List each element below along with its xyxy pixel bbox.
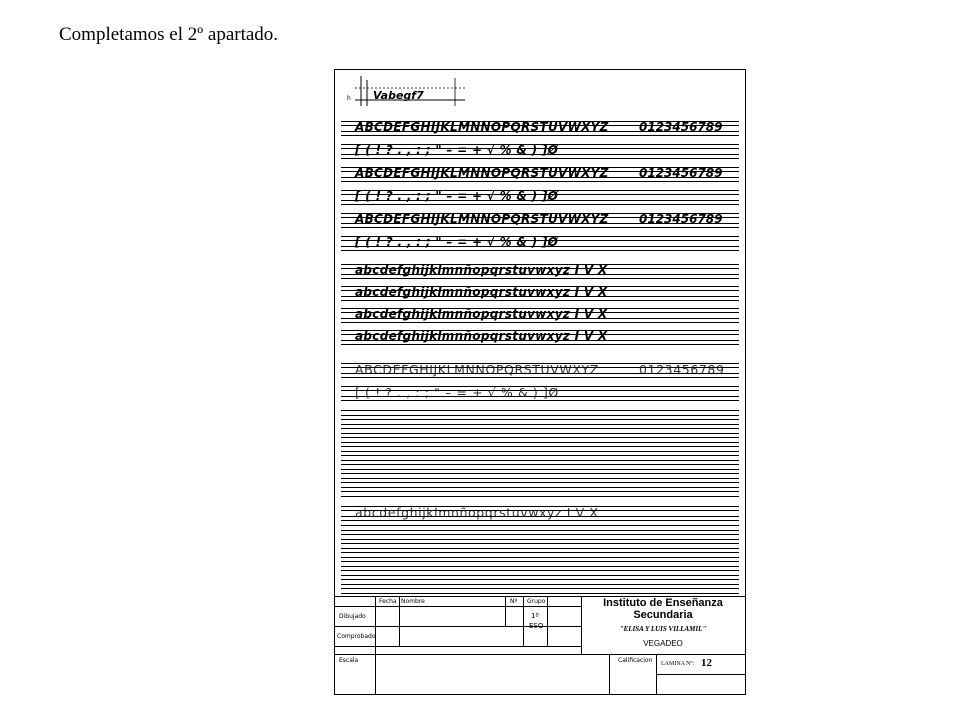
- ruled-line: [341, 308, 739, 309]
- ruled-line: [341, 464, 739, 465]
- label-fecha: Fecha: [379, 598, 397, 605]
- ruled-line: [341, 579, 739, 580]
- lower-row-4: abcdefghijklmnñopqrstuvwxyz I V X: [355, 329, 608, 343]
- ruled-line: [341, 213, 739, 214]
- grupo-course: 1º: [531, 612, 539, 620]
- ruled-line: [341, 516, 739, 517]
- ruled-line: [341, 410, 739, 411]
- label-lamina: LAMINA Nº:: [661, 661, 695, 667]
- ruled-line: [341, 223, 739, 224]
- grupo-level: ESO: [529, 622, 544, 630]
- ruled-line: [341, 487, 739, 488]
- ruled-line: [341, 530, 739, 531]
- ruled-line: [341, 469, 739, 470]
- ruled-line: [341, 373, 739, 374]
- ruled-line: [341, 442, 739, 443]
- ruled-line: [341, 274, 739, 275]
- ruled-line: [341, 246, 739, 247]
- upper-row-2: ABCDEFGHIJKLMNNOPQRSTUVWXYZ: [355, 166, 609, 180]
- thin-digits-row: 0123456789: [639, 362, 725, 377]
- label-no: Nº: [510, 598, 518, 605]
- ruled-line: [341, 135, 739, 136]
- ruled-line: [341, 419, 739, 420]
- ruled-line: [341, 400, 739, 401]
- title-block: [335, 596, 745, 694]
- ruled-line: [341, 363, 739, 364]
- ruled-line: [341, 227, 739, 228]
- school-name: "ELISA Y LUIS VILLAMIL": [619, 625, 707, 633]
- ruled-line: [341, 167, 739, 168]
- ruled-line: [341, 539, 739, 540]
- ruled-line: [341, 552, 739, 553]
- ruled-line: [341, 190, 739, 191]
- symbols-row-2: [ ( ! ? . , : ; " – = + √ % & ) ]Ø: [355, 189, 559, 203]
- thin-symbols-row: [ ( ! ? . , : ; " – = + √ % & ) ]Ø: [355, 385, 559, 400]
- ruled-line: [341, 148, 739, 149]
- ruled-line: [341, 588, 739, 589]
- ruled-line: [341, 446, 739, 447]
- page-caption: Completamos el 2º apartado.: [59, 24, 279, 45]
- ruled-line: [341, 171, 739, 172]
- ruled-line: [341, 482, 739, 483]
- guide-text: Vabegf7: [373, 89, 424, 102]
- ruled-line: [341, 322, 739, 323]
- ruled-line: [341, 121, 739, 122]
- ruled-line: [341, 455, 739, 456]
- ruled-line: [341, 390, 739, 391]
- ruled-line: [341, 575, 739, 576]
- lower-row-2: abcdefghijklmnñopqrstuvwxyz I V X: [355, 285, 608, 299]
- ruled-line: [341, 557, 739, 558]
- ruled-line: [341, 496, 739, 497]
- ruled-line: [341, 506, 739, 507]
- digits-row-2: 0123456789: [639, 166, 723, 180]
- ruled-line: [341, 510, 739, 511]
- ruled-line: [341, 250, 739, 251]
- upper-row-1: ABCDEFGHIJKLMNNOPQRSTUVWXYZ: [355, 120, 609, 134]
- ruled-lines: [341, 70, 739, 597]
- ruled-line: [341, 367, 739, 368]
- upper-row-3: ABCDEFGHIJKLMNNOPQRSTUVWXYZ: [355, 212, 609, 226]
- ruled-line: [341, 543, 739, 544]
- ruled-line: [341, 593, 739, 594]
- ruled-line: [341, 200, 739, 201]
- label-nombre: Nombre: [401, 598, 425, 605]
- lower-row-3: abcdefghijklmnñopqrstuvwxyz I V X: [355, 307, 608, 321]
- ruled-line: [341, 534, 739, 535]
- ruled-line: [341, 154, 739, 155]
- ruled-line: [341, 377, 739, 378]
- ruled-line: [341, 566, 739, 567]
- ruled-line: [341, 525, 739, 526]
- ruled-line: [341, 290, 739, 291]
- thin-lower-row: abcdefghijklmnñopqrstuvwxyz I V X: [355, 505, 599, 520]
- ruled-line: [341, 286, 739, 287]
- ruled-line: [341, 584, 739, 585]
- label-escala: Escala: [339, 657, 359, 664]
- ruled-line: [341, 278, 739, 279]
- ruled-line: [341, 424, 739, 425]
- drawing-sheet: [334, 69, 746, 695]
- label-calificacion: Calificacion: [618, 657, 653, 664]
- label-grupo: Grupo: [527, 598, 546, 605]
- ruled-line: [341, 181, 739, 182]
- ruled-line: [341, 330, 739, 331]
- ruled-line: [341, 340, 739, 341]
- symbols-row-3: [ ( ! ? . , : ; " – = + √ % & ) ]Ø: [355, 235, 559, 249]
- ruled-line: [341, 561, 739, 562]
- ruled-line: [341, 428, 739, 429]
- label-comprobado: Comprobado: [337, 633, 376, 640]
- ruled-line: [341, 437, 739, 438]
- ruled-line: [341, 433, 739, 434]
- ruled-line: [341, 473, 739, 474]
- ruled-line: [341, 386, 739, 387]
- ruled-line: [341, 318, 739, 319]
- ruled-line: [341, 570, 739, 571]
- ruled-line: [341, 548, 739, 549]
- ruled-line: [341, 264, 739, 265]
- institute-line-1: Instituto de Enseñanza: [603, 597, 723, 609]
- ruled-line: [341, 415, 739, 416]
- label-dibujado: Dibujado: [339, 613, 366, 620]
- lower-row-1: abcdefghijklmnñopqrstuvwxyz I V X: [355, 263, 608, 277]
- institute-line-2: Secundaria: [633, 609, 693, 621]
- ruled-line: [341, 451, 739, 452]
- symbols-row-1: [ ( ! ? . , : ; " – = + √ % & ) ]Ø: [355, 143, 559, 157]
- town-name: VEGADEO: [643, 639, 683, 648]
- lamina-number: 12: [701, 657, 712, 669]
- ruled-line: [341, 491, 739, 492]
- ruled-line: [341, 194, 739, 195]
- ruled-line: [341, 217, 739, 218]
- digits-row-3: 0123456789: [639, 212, 723, 226]
- ruled-line: [341, 312, 739, 313]
- ruled-line: [341, 396, 739, 397]
- ruled-line: [341, 460, 739, 461]
- ruled-line: [341, 520, 739, 521]
- ruled-line: [341, 478, 739, 479]
- ruled-line: [341, 344, 739, 345]
- ruled-line: [341, 268, 739, 269]
- svg-text:h: h: [347, 95, 351, 102]
- ruled-line: [341, 131, 739, 132]
- digits-row-1: 0123456789: [639, 120, 723, 134]
- ruled-line: [341, 177, 739, 178]
- ruled-line: [341, 144, 739, 145]
- ruled-line: [341, 158, 739, 159]
- thin-upper-row: ABCDEFGHIJKLMNNOPQRSTUVWXYZ: [355, 362, 599, 377]
- ruled-line: [341, 300, 739, 301]
- ruled-line: [341, 125, 739, 126]
- ruled-line: [341, 334, 739, 335]
- ruled-line: [341, 296, 739, 297]
- ruled-line: [341, 204, 739, 205]
- ruled-line: [341, 236, 739, 237]
- ruled-line: [341, 240, 739, 241]
